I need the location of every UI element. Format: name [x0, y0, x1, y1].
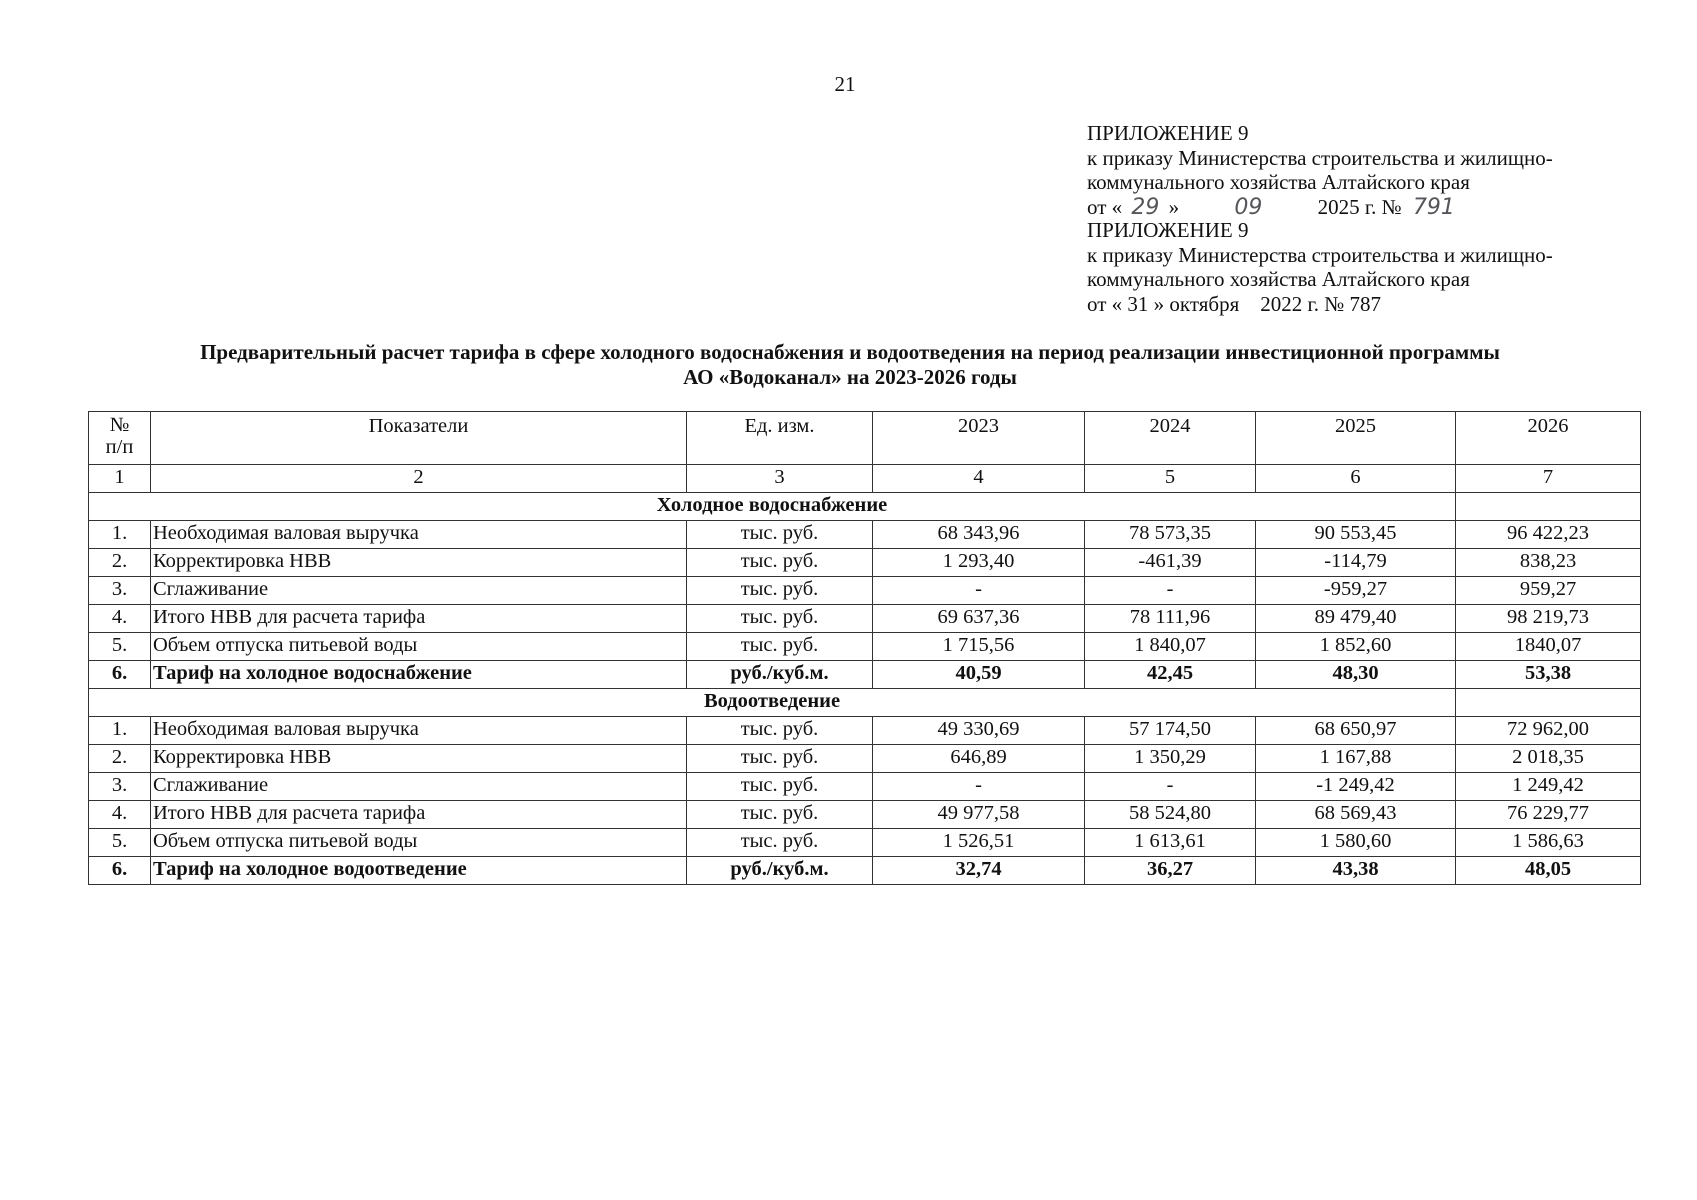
section-title: Водоотведение [89, 689, 1456, 717]
attachment-title: ПРИЛОЖЕНИЕ 9 [1087, 218, 1249, 242]
table-row [89, 773, 1641, 801]
value-2025: 90 553,45 [1256, 521, 1456, 549]
attachment-order-line: к приказу Министерства строительства и жилищно- [1087, 242, 1553, 267]
handwritten-order-number: 791 [1412, 194, 1455, 220]
indicator-name: Сглаживание [151, 577, 687, 605]
value-2023: 646,89 [873, 745, 1085, 773]
section-empty-cell [1456, 689, 1641, 717]
value-2025: 89 479,40 [1256, 605, 1456, 633]
value-2023: 1 526,51 [873, 829, 1085, 857]
value-2025: -1 249,42 [1256, 773, 1456, 801]
section-empty-cell [1456, 493, 1641, 521]
value-2023: - [873, 577, 1085, 605]
value-2023: 68 343,96 [873, 521, 1085, 549]
row-number: 3. [89, 773, 151, 801]
unit-cell: тыс. руб. [687, 829, 873, 857]
value-2026: 2 018,35 [1456, 745, 1641, 773]
indicator-name: Итого НВВ для расчета тарифа [151, 605, 687, 633]
document-title-line2: АО «Водоканал» на 2023-2026 годы [683, 365, 1017, 389]
page-number: 21 [834, 72, 856, 96]
column-number: 3 [687, 465, 873, 493]
date-year: 2025 г. № [1317, 194, 1402, 219]
value-2024: 57 174,50 [1085, 717, 1256, 745]
value-2023: 40,59 [873, 661, 1085, 689]
row-number: 1. [89, 521, 151, 549]
handwritten-month: 09 [1234, 194, 1263, 220]
value-2026: 1 586,63 [1456, 829, 1641, 857]
value-2024: 78 573,35 [1085, 521, 1256, 549]
date-prefix: от « [1087, 194, 1123, 219]
attachment-old [1087, 218, 1647, 316]
row-number: 6. [89, 661, 151, 689]
indicator-name: Объем отпуска питьевой воды [151, 633, 687, 661]
table-row [89, 717, 1641, 745]
row-number: 5. [89, 829, 151, 857]
attachment-ministry-line: коммунального хозяйства Алтайского края [1087, 170, 1470, 194]
table-row [89, 605, 1641, 633]
row-number: 3. [89, 577, 151, 605]
header-2025: 2025 [1256, 412, 1456, 465]
indicator-name: Необходимая валовая выручка [151, 521, 687, 549]
section-header-row [89, 493, 1641, 521]
value-2026: 72 962,00 [1456, 717, 1641, 745]
unit-cell: тыс. руб. [687, 745, 873, 773]
value-2026: 959,27 [1456, 577, 1641, 605]
value-2023: 1 715,56 [873, 633, 1085, 661]
value-2025: -114,79 [1256, 549, 1456, 577]
value-2025: 68 650,97 [1256, 717, 1456, 745]
attachment-ministry-line: коммунального хозяйства Алтайского края [1087, 267, 1470, 291]
value-2026: 1 249,42 [1456, 773, 1641, 801]
date-day-close: » [1168, 194, 1180, 219]
value-2023: 49 977,58 [873, 801, 1085, 829]
table-row [89, 801, 1641, 829]
value-2024: 36,27 [1085, 857, 1256, 885]
header-2024: 2024 [1085, 412, 1256, 465]
section-title: Холодное водоснабжение [89, 493, 1456, 521]
value-2025: 1 580,60 [1256, 829, 1456, 857]
value-2026: 76 229,77 [1456, 801, 1641, 829]
table-row [89, 577, 1641, 605]
unit-cell: руб./куб.м. [687, 661, 873, 689]
value-2026: 1840,07 [1456, 633, 1641, 661]
header-2026: 2026 [1456, 412, 1641, 465]
unit-cell: тыс. руб. [687, 605, 873, 633]
value-2025: -959,27 [1256, 577, 1456, 605]
document-title [60, 340, 1640, 390]
attachment-order-line: к приказу Министерства строительства и жилищно- [1087, 145, 1553, 170]
value-2024: -461,39 [1085, 549, 1256, 577]
value-2024: - [1085, 577, 1256, 605]
value-2023: 69 637,36 [873, 605, 1085, 633]
value-2025: 68 569,43 [1256, 801, 1456, 829]
unit-cell: тыс. руб. [687, 717, 873, 745]
value-2025: 1 852,60 [1256, 633, 1456, 661]
row-number: 4. [89, 801, 151, 829]
value-2025: 1 167,88 [1256, 745, 1456, 773]
value-2023: 1 293,40 [873, 549, 1085, 577]
value-2024: 78 111,96 [1085, 605, 1256, 633]
table-row [89, 633, 1641, 661]
table-row [89, 521, 1641, 549]
value-2026: 838,23 [1456, 549, 1641, 577]
unit-cell: тыс. руб. [687, 801, 873, 829]
attachment-new [1087, 121, 1647, 220]
table-header-row [89, 412, 1641, 465]
table-row [89, 829, 1641, 857]
value-2024: 1 613,61 [1085, 829, 1256, 857]
value-2026: 53,38 [1456, 661, 1641, 689]
tariff-table-body [89, 412, 1641, 885]
row-number: 2. [89, 745, 151, 773]
column-numbers-row [89, 465, 1641, 493]
unit-cell: тыс. руб. [687, 549, 873, 577]
row-number: 4. [89, 605, 151, 633]
indicator-name: Тариф на холодное водоотведение [151, 857, 687, 885]
table-row [89, 661, 1641, 689]
column-number: 1 [89, 465, 151, 493]
indicator-name: Корректировка НВВ [151, 745, 687, 773]
row-number: 6. [89, 857, 151, 885]
value-2024: 1 350,29 [1085, 745, 1256, 773]
value-2023: 32,74 [873, 857, 1085, 885]
row-number: 2. [89, 549, 151, 577]
value-2026: 48,05 [1456, 857, 1641, 885]
header-number: № п/п [89, 412, 151, 465]
table-row [89, 549, 1641, 577]
value-2024: 42,45 [1085, 661, 1256, 689]
value-2026: 98 219,73 [1456, 605, 1641, 633]
row-number: 1. [89, 717, 151, 745]
indicator-name: Корректировка НВВ [151, 549, 687, 577]
value-2026: 96 422,23 [1456, 521, 1641, 549]
value-2024: 58 524,80 [1085, 801, 1256, 829]
table-row [89, 745, 1641, 773]
column-number: 5 [1085, 465, 1256, 493]
value-2025: 43,38 [1256, 857, 1456, 885]
column-number: 2 [151, 465, 687, 493]
indicator-name: Необходимая валовая выручка [151, 717, 687, 745]
header-2023: 2023 [873, 412, 1085, 465]
value-2023: - [873, 773, 1085, 801]
unit-cell: тыс. руб. [687, 773, 873, 801]
unit-cell: тыс. руб. [687, 521, 873, 549]
section-header-row [89, 689, 1641, 717]
header-unit: Ед. изм. [687, 412, 873, 465]
indicator-name: Объем отпуска питьевой воды [151, 829, 687, 857]
value-2024: - [1085, 773, 1256, 801]
column-number: 4 [873, 465, 1085, 493]
row-number: 5. [89, 633, 151, 661]
unit-cell: тыс. руб. [687, 633, 873, 661]
table-row [89, 857, 1641, 885]
header-indicators: Показатели [151, 412, 687, 465]
attachment-date-line: от « 31 » октября 2022 г. № 787 [1087, 291, 1382, 316]
tariff-table [88, 411, 1641, 885]
unit-cell: тыс. руб. [687, 577, 873, 605]
unit-cell: руб./куб.м. [687, 857, 873, 885]
attachment-title: ПРИЛОЖЕНИЕ 9 [1087, 121, 1249, 145]
document-title-line1: Предварительный расчет тарифа в сфере холодного водоснабжения и водоотведения на период реализации инвестиционной программы [200, 340, 1500, 364]
attachment-date-line [1087, 195, 1647, 221]
handwritten-day: 29 [1131, 194, 1160, 220]
indicator-name: Сглаживание [151, 773, 687, 801]
value-2025: 48,30 [1256, 661, 1456, 689]
value-2023: 49 330,69 [873, 717, 1085, 745]
column-number: 7 [1456, 465, 1641, 493]
indicator-name: Тариф на холодное водоснабжение [151, 661, 687, 689]
value-2024: 1 840,07 [1085, 633, 1256, 661]
column-number: 6 [1256, 465, 1456, 493]
indicator-name: Итого НВВ для расчета тарифа [151, 801, 687, 829]
